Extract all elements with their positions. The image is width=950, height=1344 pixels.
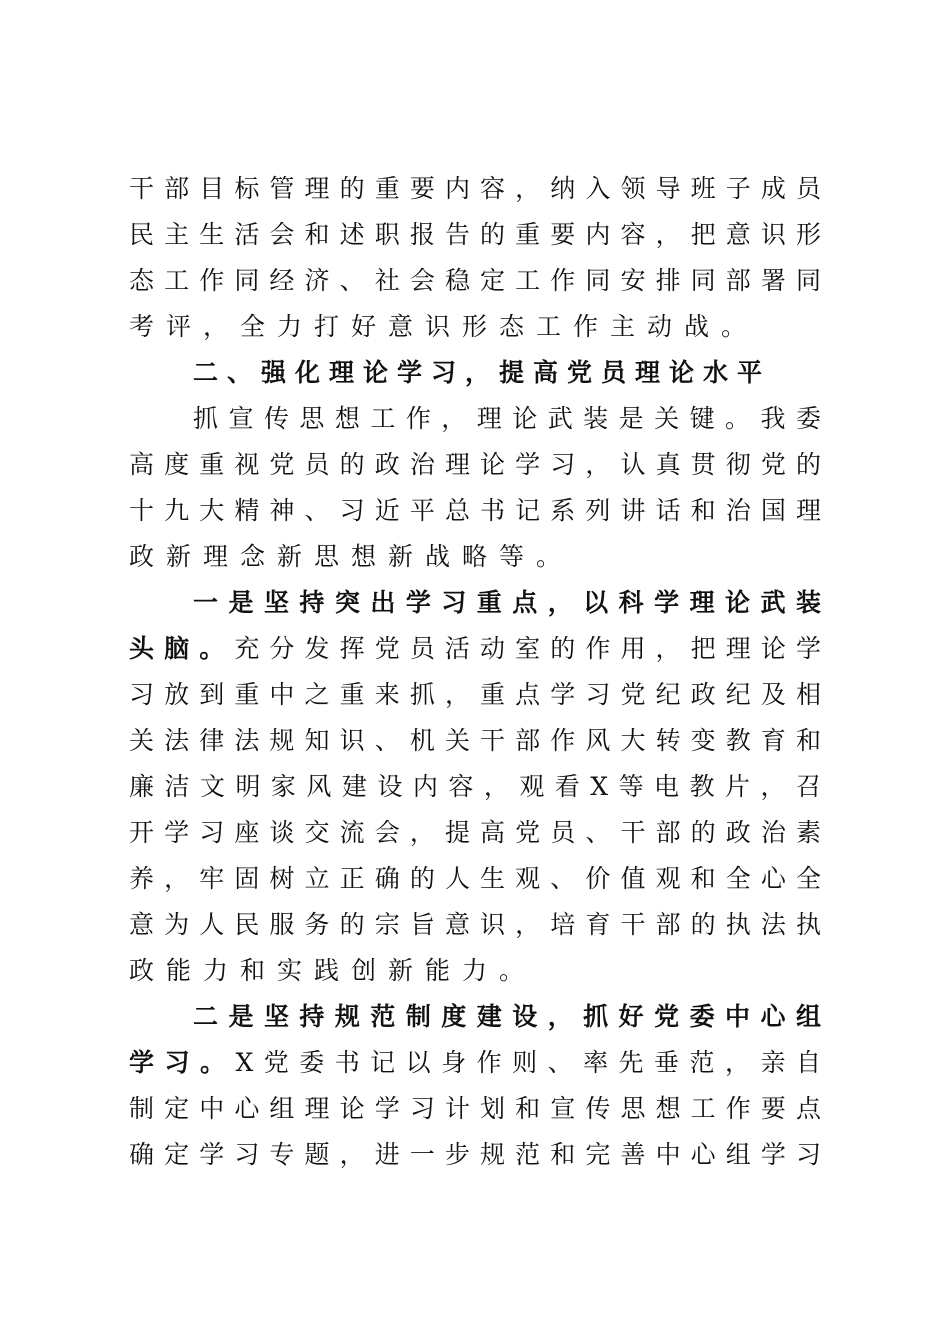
bold-lead-line: 一是坚持突出学习重点，以科学理论武装 xyxy=(193,588,823,617)
paragraph-line: 考评，全力打好意识形态工作主动战。 xyxy=(129,312,759,341)
paragraph-line: 开学习座谈交流会，提高党员、干部的政治素 xyxy=(129,818,823,847)
paragraph-line: 态工作同经济、社会稳定工作同安排同部署同 xyxy=(129,266,823,295)
bold-lead-text: 头脑。 xyxy=(129,634,235,663)
paragraph-line: 制定中心组理论学习计划和宣传思想工作要点 xyxy=(129,1094,823,1123)
paragraph-line: 廉洁文明家风建设内容，观看X等电教片，召 xyxy=(129,772,823,801)
paragraph-line: 政能力和实践创新能力。 xyxy=(129,956,537,985)
paragraph-line: 关法律法规知识、机关干部作风大转变教育和 xyxy=(129,726,823,755)
paragraph-line: 意为人民服务的宗旨意识，培育干部的执法执 xyxy=(129,910,823,939)
paragraph-line: 抓宣传思想工作，理论武装是关键。我委 xyxy=(193,404,823,433)
document-body xyxy=(129,166,823,1178)
paragraph-line: 干部目标管理的重要内容，纳入领导班子成员 xyxy=(129,174,823,203)
paragraph-line: 民主生活会和述职报告的重要内容，把意识形 xyxy=(129,220,823,249)
mixed-line xyxy=(129,626,823,672)
paragraph-text: X党委书记以身作则、率先垂范，亲自 xyxy=(235,1048,823,1077)
bold-lead-text: 学习。 xyxy=(129,1048,236,1077)
paragraph-line: 政新理念新思想新战略等。 xyxy=(129,542,574,571)
bold-lead-line: 二是坚持规范制度建设，抓好党委中心组 xyxy=(193,1002,823,1031)
paragraph-line: 养，牢固树立正确的人生观、价值观和全心全 xyxy=(129,864,823,893)
paragraph-text: 充分发挥党员活动室的作用，把理论学 xyxy=(234,634,823,663)
section-heading: 二、强化理论学习，提高党员理论水平 xyxy=(193,358,772,387)
mixed-line xyxy=(129,1040,823,1086)
paragraph-line: 习放到重中之重来抓，重点学习党纪政纪及相 xyxy=(129,680,823,709)
paragraph-line: 确定学习专题，进一步规范和完善中心组学习 xyxy=(129,1140,823,1169)
paragraph-line: 十九大精神、习近平总书记系列讲话和治国理 xyxy=(129,496,823,525)
paragraph-line: 高度重视党员的政治理论学习，认真贯彻党的 xyxy=(129,450,823,479)
